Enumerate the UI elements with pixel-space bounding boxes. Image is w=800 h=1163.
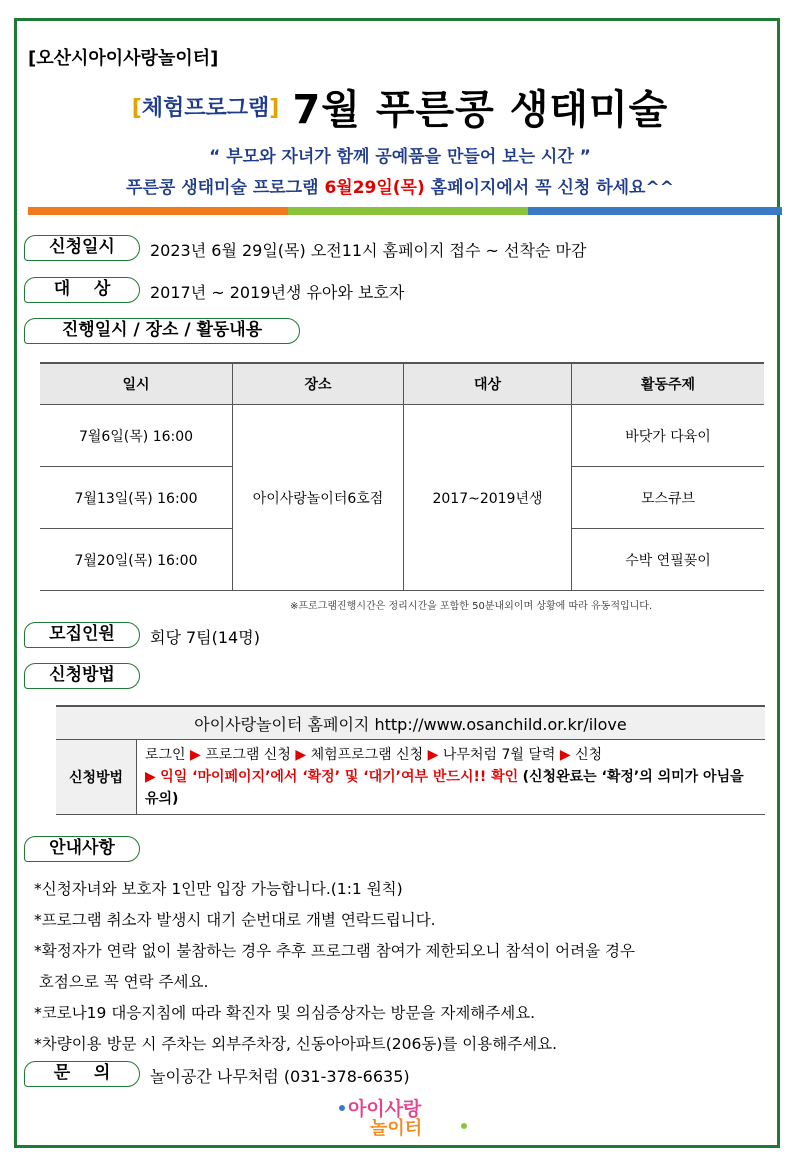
schedule-topic: 모스큐브	[572, 467, 765, 529]
apply-date-text: 2023년 6월 29일(목) 오전11시 홈페이지 접수 ~ 선착순 마감	[150, 241, 587, 260]
step-apply: 신청	[575, 747, 603, 763]
schedule-date: 7월6일(목) 16:00	[40, 405, 233, 467]
subtitle-apply-a: 푸른콩 생태미술 프로그램	[126, 178, 325, 198]
playground-logo	[336, 1096, 486, 1138]
schedule-note: ※프로그램진행시간은 정리시간을 포함한 50분내외이며 상황에 따라 유동적입니다.	[290, 601, 653, 612]
step-program-apply: 프로그램 신청	[205, 747, 291, 763]
confirm-warning: 익일 ‘마이페이지’에서 ‘확정’ 및 ‘대기’여부 반드시!! 확인	[160, 769, 519, 785]
method-table	[56, 705, 765, 815]
divider-blue	[528, 207, 782, 215]
list-item: *차량이용 방문 시 주차는 외부주차장, 신동아아파트(206동)를 이용해주세요.	[34, 1035, 558, 1053]
contact-text: 놀이공간 나무처럼 (031-378-6635)	[150, 1067, 410, 1086]
schedule-topic: 바닷가 다육이	[572, 405, 765, 467]
col-header-place: 장소	[233, 363, 404, 405]
list-item: *확정자가 연락 없이 불참하는 경우 추후 프로그램 참여가 제한되오니 참석이 어려울 경우	[34, 942, 635, 960]
schedule-topic: 수박 연필꽂이	[572, 529, 765, 591]
col-header-topic: 활동주제	[572, 363, 765, 405]
logo-dot-icon	[339, 1105, 345, 1111]
apply-date-label: 신청일시	[24, 235, 140, 261]
list-item: 호점으로 꼭 연락 주세요.	[34, 973, 209, 991]
logo-line2: 놀이터	[370, 1118, 423, 1138]
logo-dot-icon	[461, 1123, 467, 1129]
homepage-url[interactable]: 아이사랑놀이터 홈페이지 http://www.osanchild.or.kr/ilove	[56, 706, 765, 740]
schedule-age: 2017~2019년생	[404, 405, 572, 591]
color-divider	[28, 207, 782, 215]
arrow-icon: ▶	[190, 747, 201, 763]
col-header-date: 일시	[40, 363, 233, 405]
method-label: 신청방법	[24, 663, 140, 689]
subtitle-apply-date: 6월29일(목)	[324, 178, 425, 198]
program-category-tag	[132, 96, 280, 121]
step-login: 로그인	[145, 747, 186, 763]
arrow-icon: ▶	[295, 747, 307, 763]
contact-label: 문 의	[24, 1061, 140, 1087]
arrow-icon: ▶	[559, 747, 571, 763]
notice-label: 안내사항	[24, 836, 140, 862]
confirm-note: (신청완료는 ‘확정’의 의미가 아님을 유의)	[145, 769, 744, 807]
subtitle-quote: “ 부모와 자녀가 함께 공예품을 만들어 보는 시간 ”	[209, 147, 591, 167]
list-item: *코로나19 대응지침에 따라 확진자 및 의심증상자는 방문을 자제해주세요.	[34, 1004, 536, 1022]
schedule-date: 7월13일(목) 16:00	[40, 467, 233, 529]
logo-graphic	[336, 1096, 486, 1138]
table-row	[40, 405, 764, 467]
step-calendar: 나무처럼 7월 달력	[442, 747, 556, 763]
target-label: 대 상	[24, 277, 140, 303]
divider-green	[288, 207, 528, 215]
notice-list	[34, 874, 779, 1060]
step-experience-apply: 체험프로그램 신청	[310, 747, 424, 763]
arrow-icon: ▶	[145, 769, 156, 785]
recruit-label: 모집인원	[24, 622, 140, 648]
schedule-label: 진행일시 / 장소 / 활동내용	[24, 318, 300, 344]
list-item: *신청자녀와 보호자 1인만 입장 가능합니다.(1:1 원칙)	[34, 880, 403, 898]
tag-bracket-open: [	[131, 96, 142, 121]
subtitle-apply-b: 홈페이지에서 꼭 신청 하세요^^	[424, 178, 674, 198]
tag-text: 체험프로그램	[141, 96, 270, 121]
divider-orange	[28, 207, 288, 215]
subtitle-apply	[0, 173, 800, 198]
title-row	[0, 78, 800, 135]
table-header-row	[40, 363, 764, 405]
schedule-date: 7월20일(목) 16:00	[40, 529, 233, 591]
schedule-table	[40, 362, 764, 591]
target-text: 2017년 ~ 2019년생 유아와 보호자	[150, 283, 405, 302]
method-row-label: 신청방법	[56, 740, 137, 815]
tag-bracket-close: ]	[269, 96, 280, 121]
page-title: 7월 푸른콩 생태미술	[292, 87, 669, 133]
arrow-icon: ▶	[427, 747, 439, 763]
method-steps	[137, 740, 766, 815]
col-header-target: 대상	[404, 363, 572, 405]
schedule-place: 아이사랑놀이터6호점	[233, 405, 404, 591]
list-item: *프로그램 취소자 발생시 대기 순번대로 개별 연락드립니다.	[34, 911, 436, 929]
recruit-text: 회당 7팀(14명)	[150, 628, 260, 647]
organization-name: [오산시아이사랑놀이터]	[28, 48, 219, 69]
logo-line1: 아이사랑	[348, 1098, 422, 1120]
